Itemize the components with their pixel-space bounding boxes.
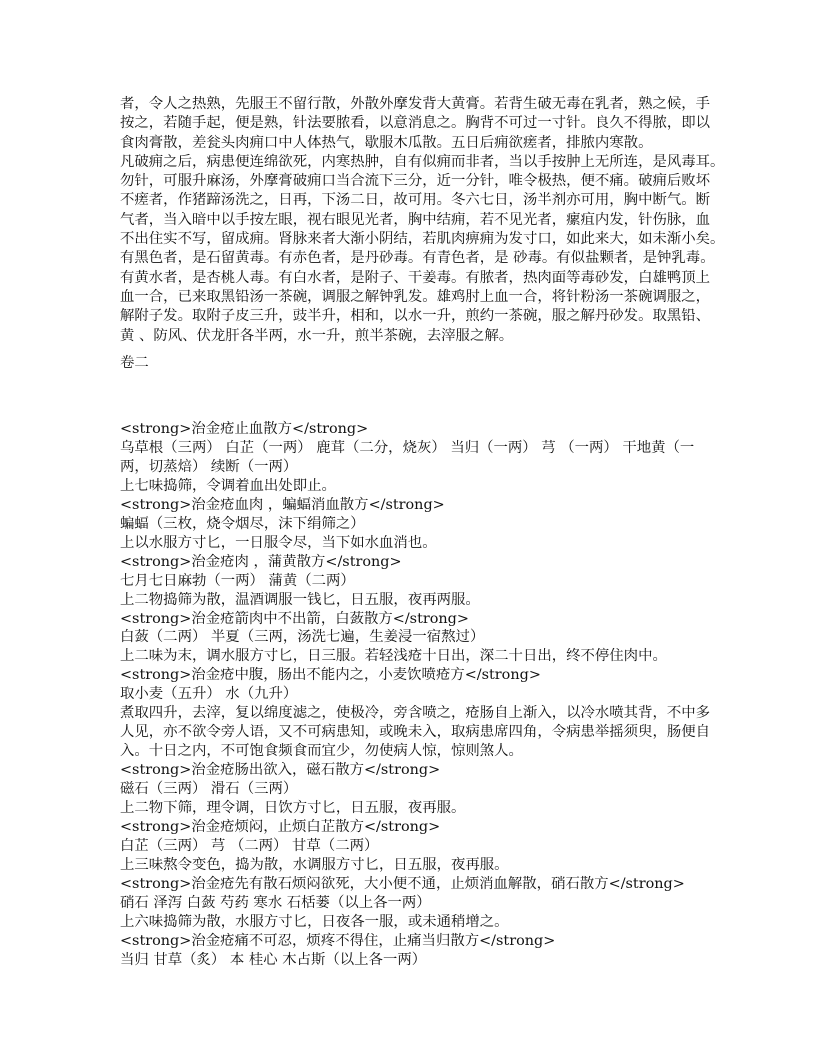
text-line: 解附子发。取附子皮三升，豉半升，相和，以水一升，煎约一茶碗，服之解丹砂发。取黑铅、 (120, 308, 711, 325)
recipe-title-line: <strong>治金疮烦闷，止烦白芷散方</strong> (120, 819, 441, 836)
text-line: 食肉膏散，差瓮头肉痈口中人体热气，歇服木瓜散。五日后痈欲瘥者，排脓内寒散。 (120, 134, 653, 151)
text-line: 勿针，可服升麻汤，外摩膏破痈口当合流下三分，近一分针，唯令极热，便不痛。破痈后败坏 (120, 173, 711, 190)
text-line: 上二物捣筛为散，温酒调服一钱匕，日五服，夜再两服。 (120, 591, 480, 608)
recipe-title-line: <strong>治金疮箭肉中不出箭，白蔹散方</strong> (120, 610, 469, 627)
text-line: 当归 甘草（炙） 本 桂心 木占斯（以上各一两） (120, 951, 427, 968)
text-line: 凡破痈之后，病患便连绵欲死，内寒热肿，自有似痈而非者，当以手按肿上无所连，是风毒耳。 (120, 153, 725, 170)
text-line: 上三味熬令变色，捣为散，水调服方寸匕，日五服，夜再服。 (120, 856, 509, 873)
text-line: 取小麦（五升） 水（九升） (120, 686, 298, 703)
text-line: 上六味捣筛为散，水服方寸匕，日夜各一服，或未通稍增之。 (120, 913, 509, 930)
text-line: 人见，亦不欲令旁人语，又不可病患知，或晚未入，取病患席四角，令病患举摇须臾，肠便自 (120, 724, 711, 741)
text-line: 白蔹（二两） 半夏（三两，汤洗七遍，生姜浸一宿熬过） (120, 629, 485, 646)
text-line: 上二物下筛，理令调，日饮方寸匕，日五服，夜再服。 (120, 800, 466, 817)
text-line: 上二味为末，调水服方寸匕，日三服。若轻浅疮十日出，深二十日出，终不停住肉中。 (120, 648, 667, 665)
text-line: 磁石（三两） 滑石（三两） (120, 781, 298, 798)
recipe-title-line: <strong>治金疮肉 ，蒲黄散方</strong> (120, 553, 402, 570)
recipe-title-line: <strong>治金疮肠出欲入，磁石散方</strong> (120, 762, 441, 779)
text-line: 七月七日麻勃（一两） 蒲黄（二两） (120, 572, 355, 589)
recipe-title-line: <strong>治金疮血肉 ，蝙蝠消血散方</strong> (120, 496, 445, 513)
text-line: 黄 、防风、伏龙肝各半两，水一升，煎半茶碗，去滓服之解。 (120, 327, 514, 344)
intro-paragraph (120, 95, 725, 346)
recipe-title-line: <strong>治金疮止血散方</strong> (120, 421, 369, 437)
text-line: 按之，若随手起，便是熟，针法要脓看，以意消息之。胸背不可过一寸针。良久不得脓，即以 (120, 115, 711, 132)
text-line: 硝石 泽泻 白蔹 芍药 寒水 石栝蒌（以上各一两） (120, 894, 431, 911)
text-line: 入。十日之内，不可饱食频食而宜少，勿使病人惊，惊则煞人。 (120, 743, 523, 760)
volume-heading: 卷二 (120, 355, 149, 371)
recipe-title-line: <strong>治金疮先有散石烦闷欲死，大小便不通，止烦消血解散，硝石散方</strong> (120, 875, 685, 892)
text-line: 者，令人之热熟，先服王不留行散，外散外摩发背大黄膏。若背生破无毒在乳者，熟之候，手 (120, 96, 711, 112)
recipe-title-line: <strong>治金疮痛不可忍，烦疼不得住，止痛当归散方</strong> (120, 932, 556, 949)
recipe-list (120, 420, 710, 970)
text-line: 气者，当入暗中以手按左眼，视右眼见光者，胸中结痈，若不见光者，瘰疽内发，针伤脉，血 (120, 211, 711, 228)
text-line: 乌草根（三两） 白芷（一两） 鹿茸（二分，烧灰） 当归（一两） 芎 （一两） 干地黄（一 (120, 439, 695, 456)
text-line: 有黑色者，是石留黄毒。有赤色者，是丹砂毒。有青色者，是 砂毒。有似盐颗者，是钟乳毒。 (120, 250, 715, 267)
text-line: 不瘥者，作猪蹄汤洗之，日再，下汤二日，故可用。冬六七日，汤半剂亦可用，胸中断气。断 (120, 192, 711, 209)
text-line: 两，切蒸焙） 续断（一两） (120, 458, 298, 475)
text-line: 血一合，已来取黑铅汤一茶碗，调服之解钟乳发。雄鸡肘上血一合，将针粉汤一茶碗调服之， (120, 288, 711, 305)
text-line: 蝙蝠（三枚，烧令烟尽，沫下绢筛之） (120, 515, 365, 532)
text-line: 上七味捣筛，令调着血出处即止。 (120, 477, 336, 494)
text-line: 上以水服方寸匕，一日服令尽，当下如水血消也。 (120, 534, 437, 551)
recipe-title-line: <strong>治金疮中腹，肠出不能内之，小麦饮喷疮方</strong> (120, 667, 541, 684)
text-line: 白芷（三两） 芎 （二两） 甘草（二两） (120, 837, 379, 854)
text-line: 有黄水者，是杏桃人毒。有白水者，是附子、干姜毒。有脓者，热肉面等毒砂发，白雄鸭顶上 (120, 269, 711, 286)
text-line: 煮取四升，去滓，复以绵度滤之，使极冷，旁含喷之，疮肠自上渐入，以冷水喷其背，不中多 (120, 705, 711, 722)
text-line: 不出住实不写，留成痈。肾脉来者大渐小阴结，若肌肉痹痈为发寸口，如此来大，如未渐小矣。 (120, 231, 725, 248)
